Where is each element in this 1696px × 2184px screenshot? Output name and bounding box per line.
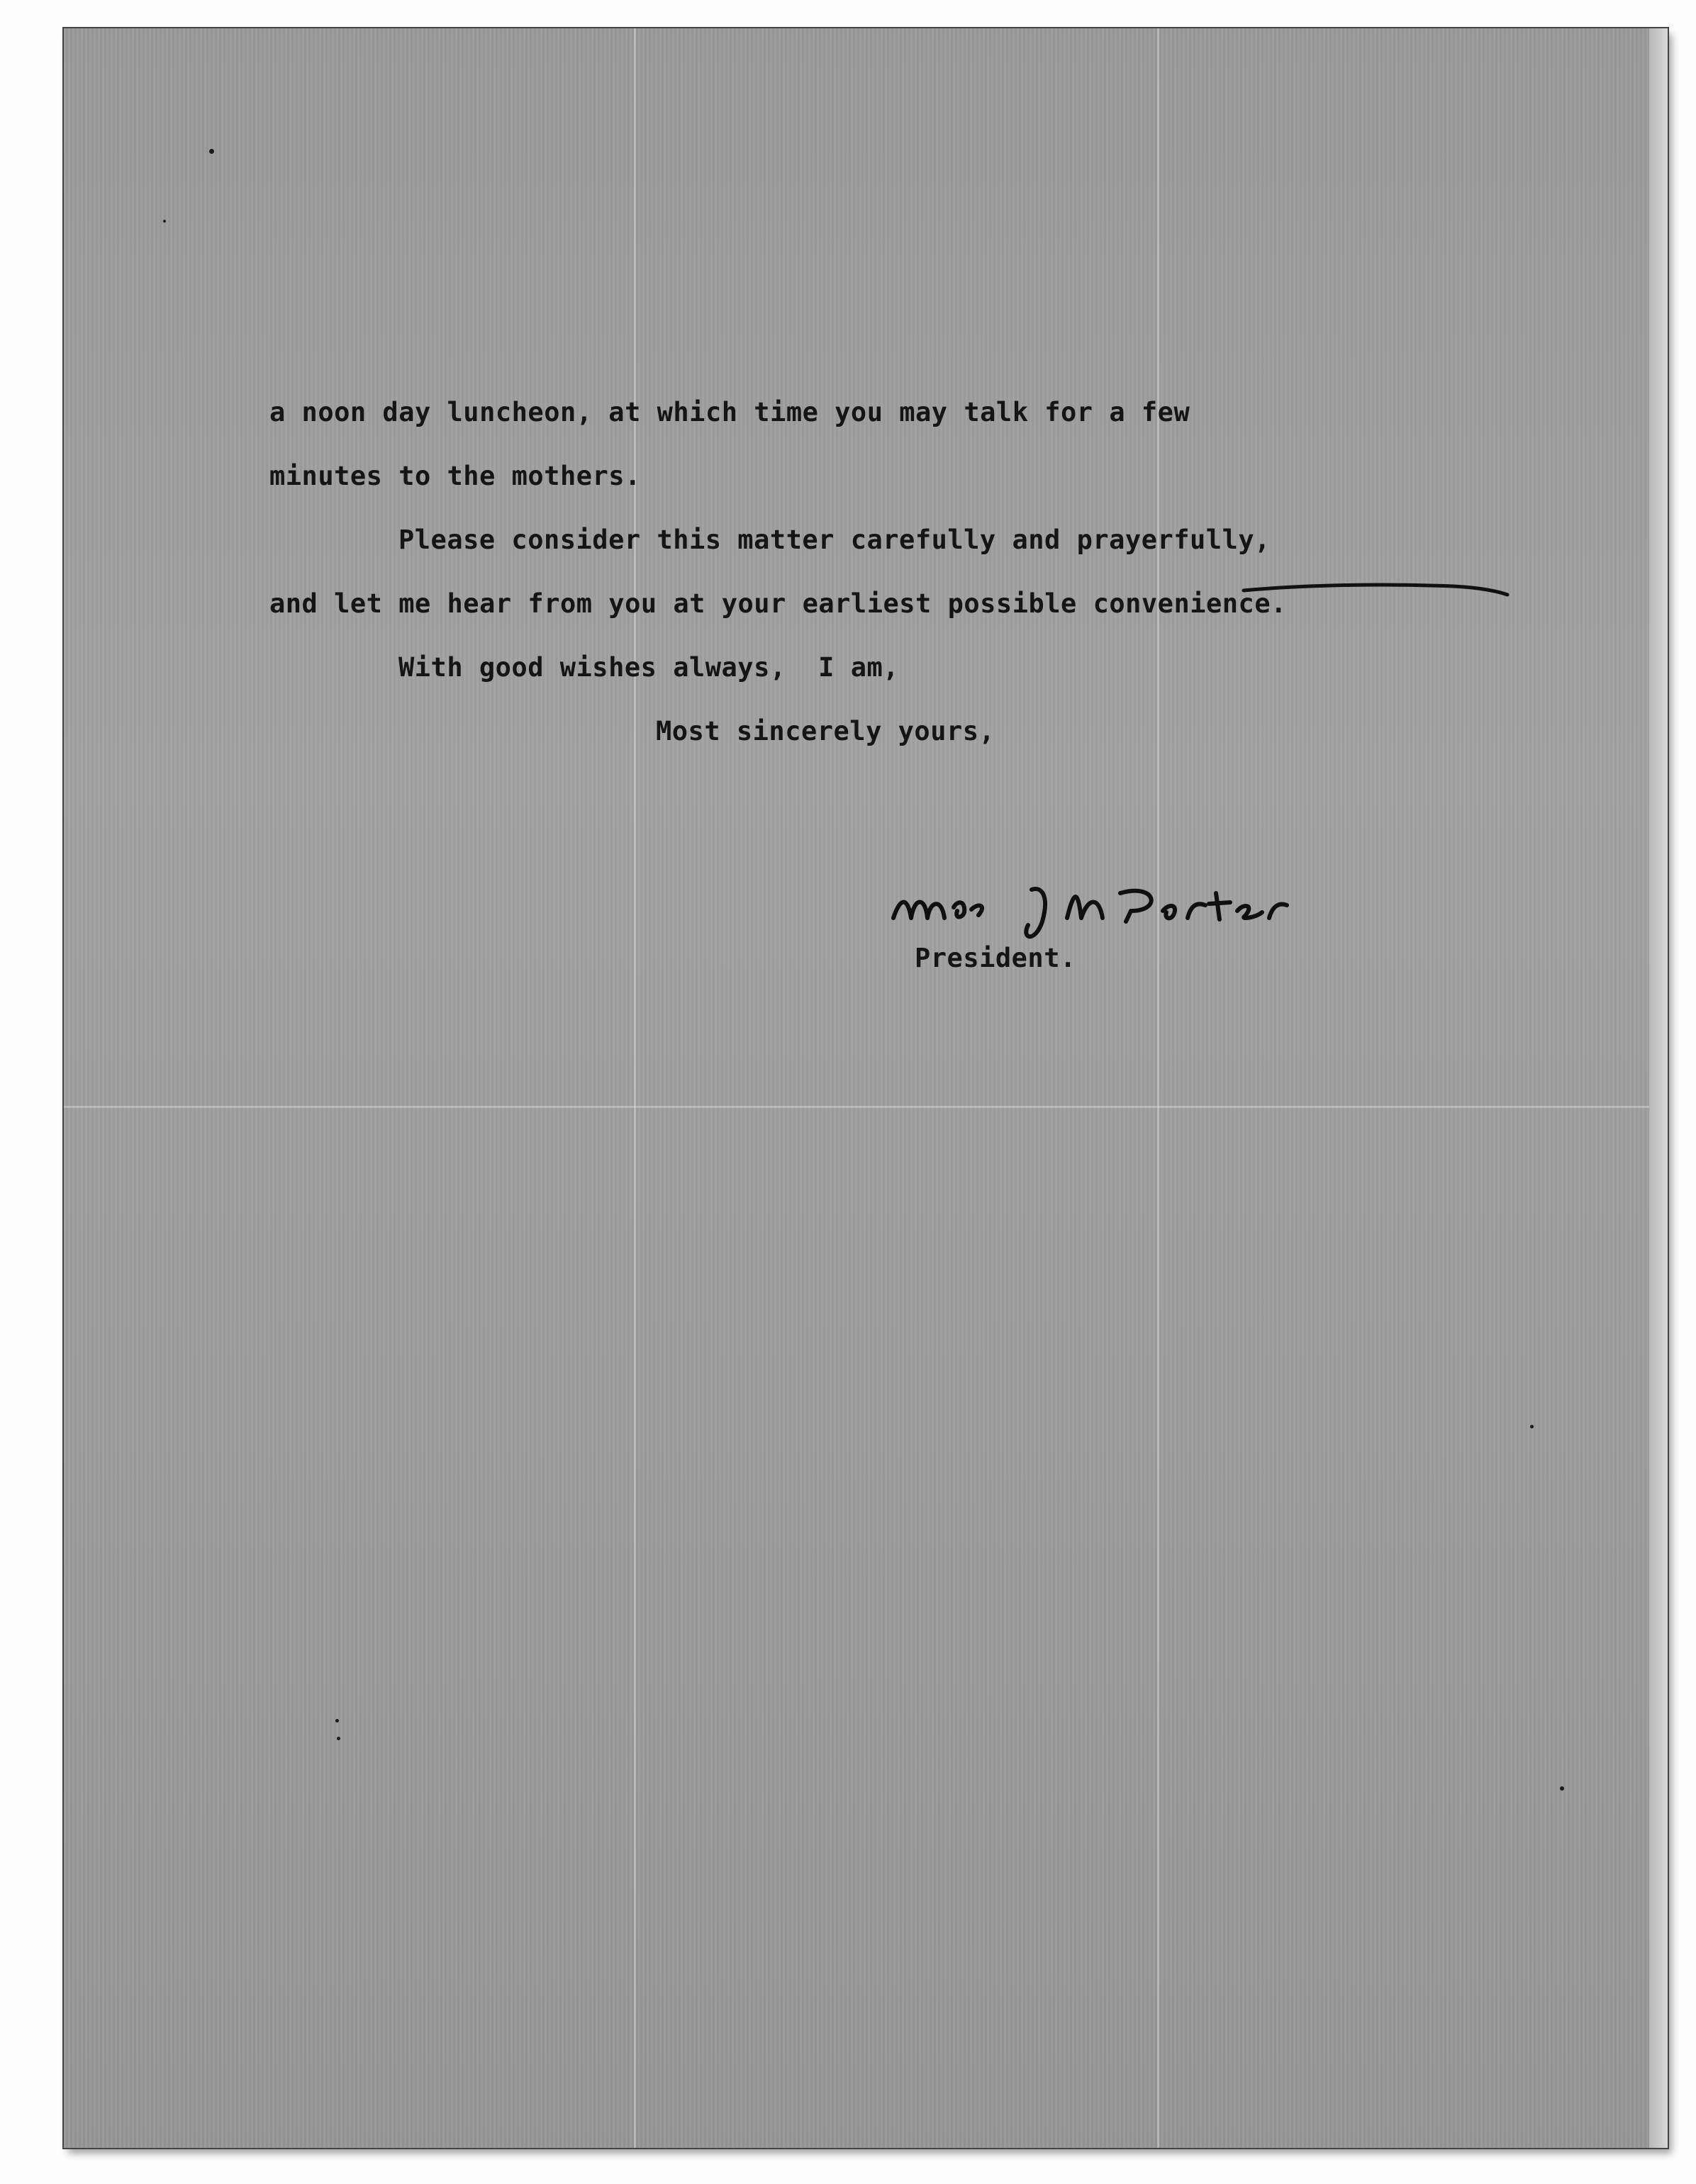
fold-crease-vertical-right <box>1157 28 1159 2148</box>
letter-sheet <box>64 28 1668 2148</box>
signer-title: President. <box>915 943 1076 973</box>
ink-speck <box>209 149 214 154</box>
letter-line-5: With good wishes always, I am, <box>398 652 900 683</box>
fold-crease-vertical-left <box>634 28 636 2148</box>
handwritten-signature <box>886 868 1368 953</box>
ink-speck <box>1530 1425 1534 1428</box>
closing-line: Most sincerely yours, <box>656 716 995 746</box>
paper-edge <box>1649 28 1668 2148</box>
ink-speck <box>163 220 166 223</box>
ink-speck <box>337 1737 340 1740</box>
letter-line-1: a noon day luncheon, at which time you may talk for a few <box>269 397 1190 427</box>
fold-crease-horizontal <box>64 1106 1668 1108</box>
ink-speck <box>335 1719 339 1723</box>
letter-line-3: Please consider this matter carefully and prayerfully, <box>398 525 1271 555</box>
letter-line-2: minutes to the mothers. <box>269 461 641 491</box>
letter-line-4: and let me hear from you at your earliest possible convenience. <box>269 588 1287 619</box>
ink-speck <box>1560 1786 1564 1791</box>
